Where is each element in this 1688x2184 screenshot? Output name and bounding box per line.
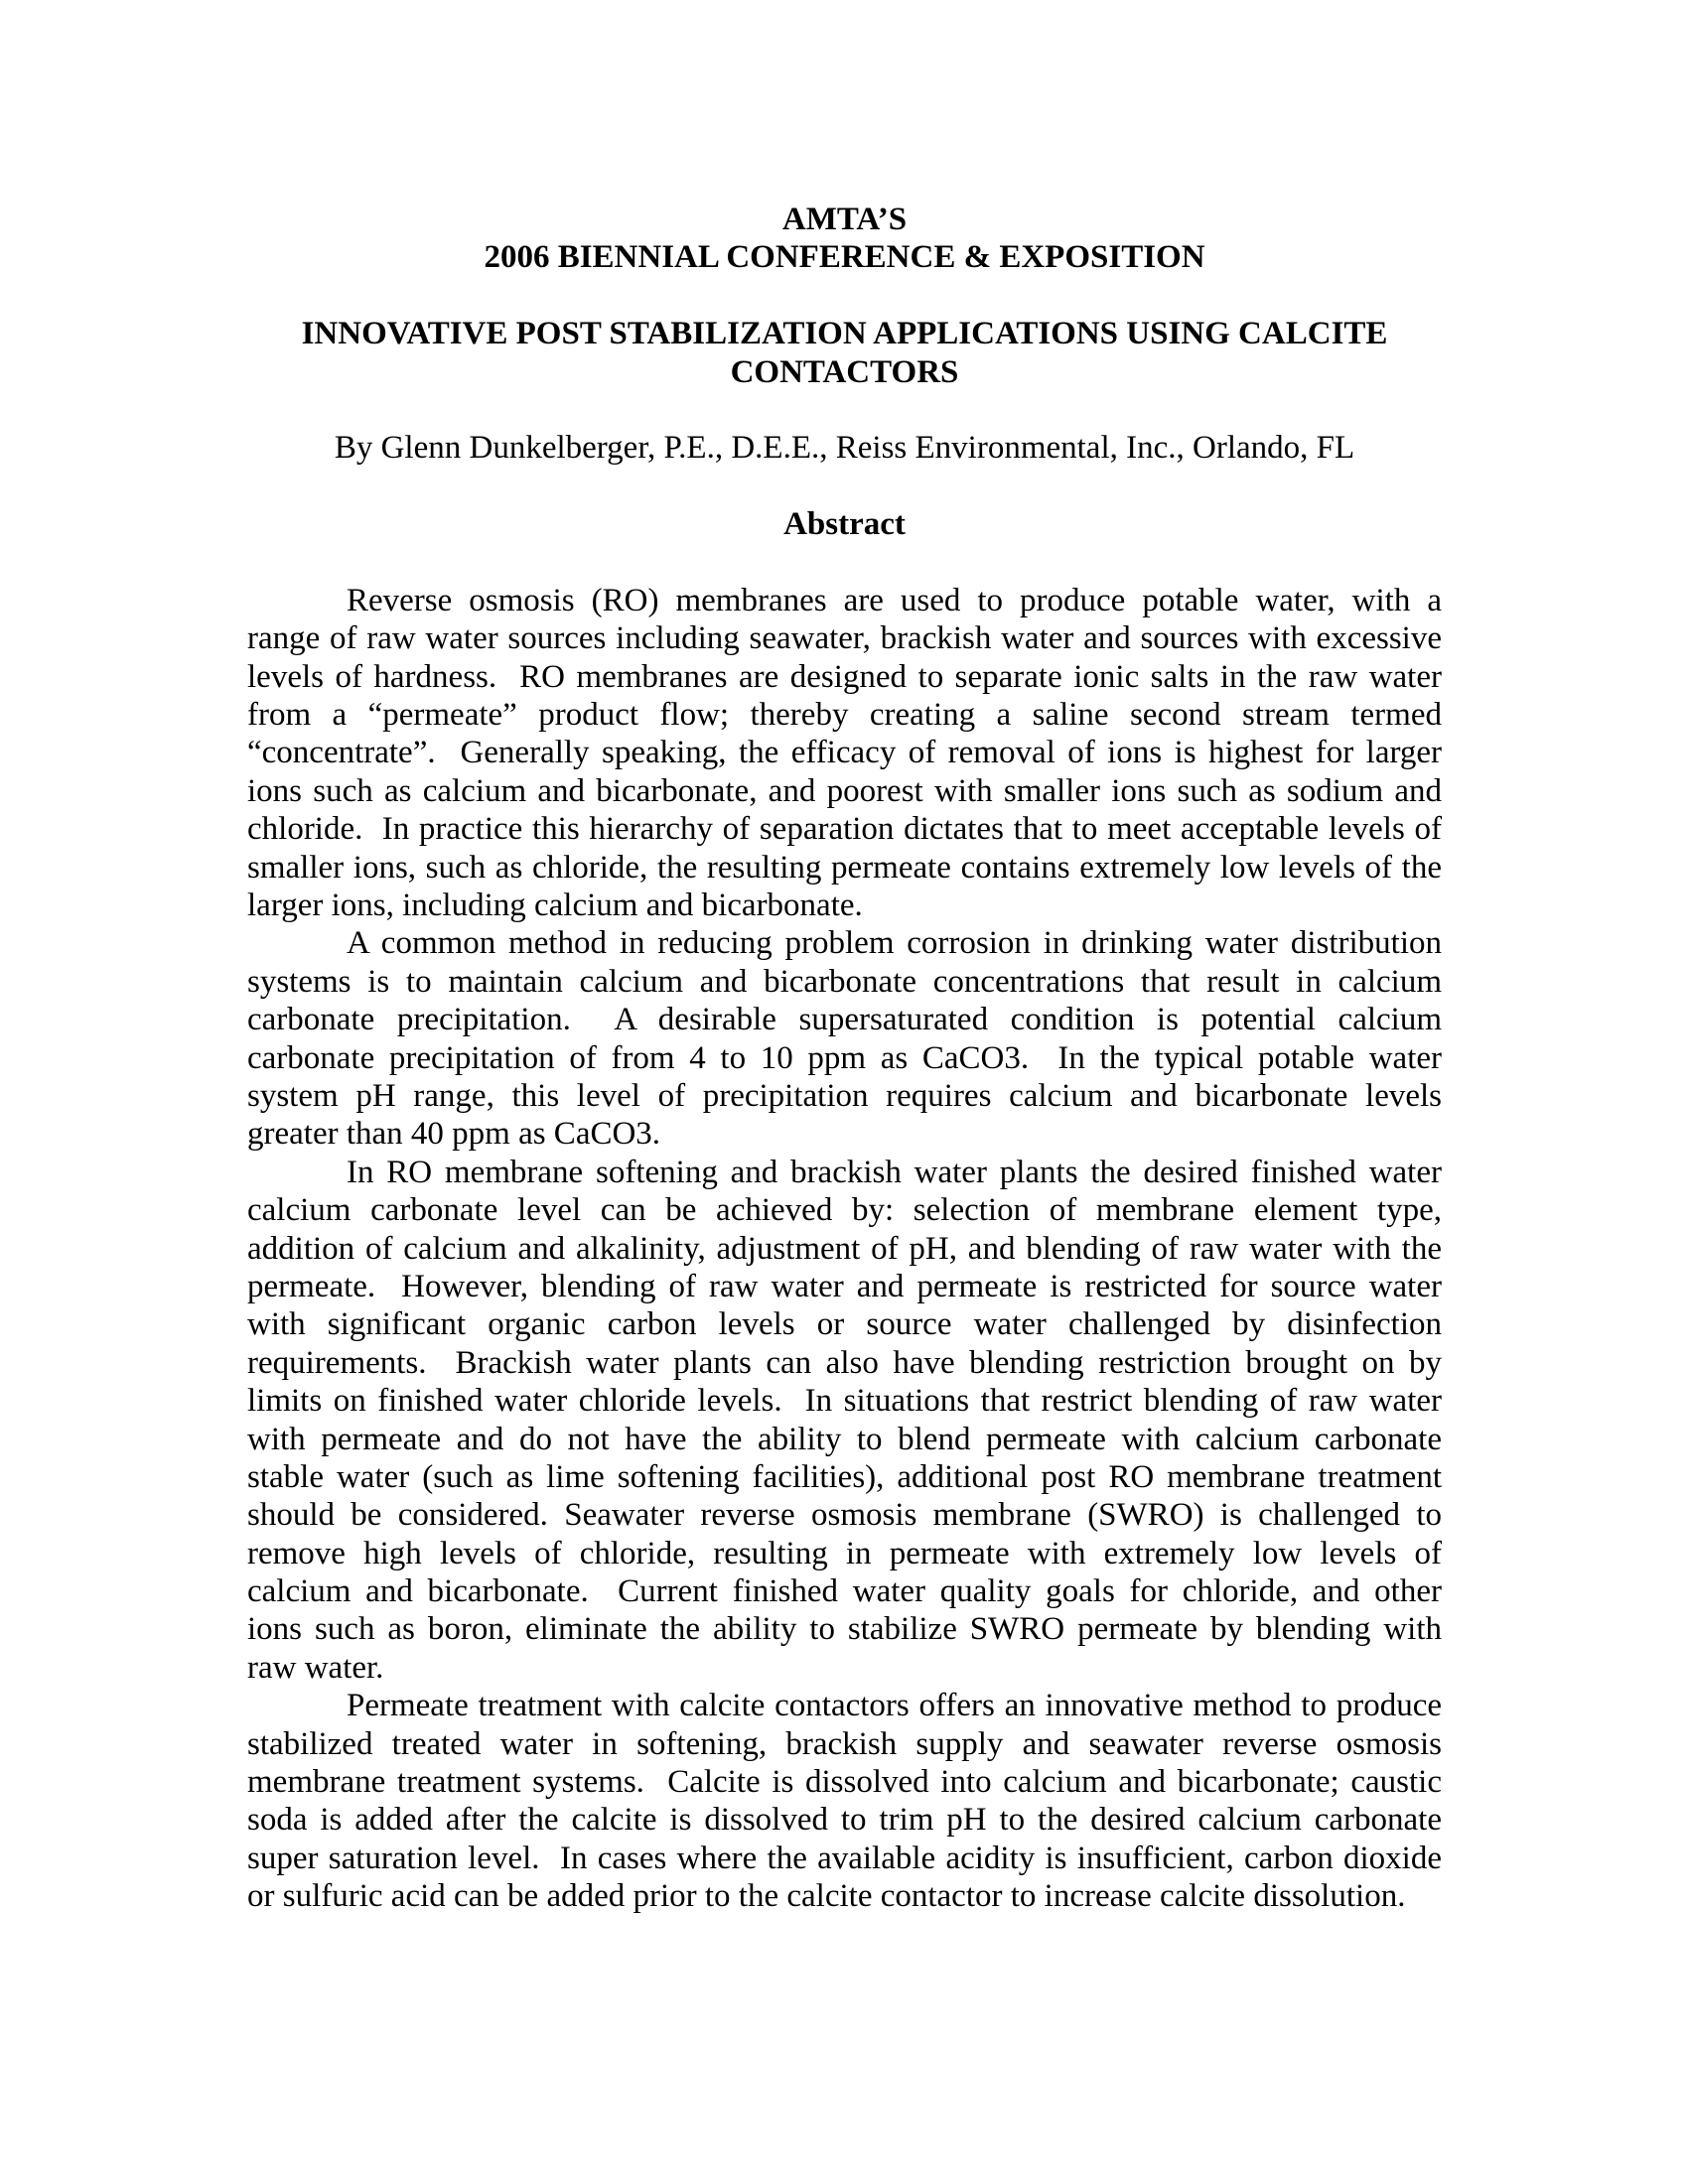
abstract-paragraph-4-line: Permeate treatment with calcite contactors offers an innovative method to produce [347,1688,1442,1724]
abstract-paragraph-3-line: with permeate and do not have the ability to blend permeate with calcium carbonate [247,1421,1442,1457]
abstract-paragraph-4-line: stabilized treated water in softening, brackish supply and seawater reverse osmosis [247,1725,1442,1762]
paper-title-line2: CONTACTORS [730,353,959,390]
abstract-paragraph-3-line: addition of calcium and alkalinity, adjustment of pH, and blending of raw water with the [247,1230,1442,1267]
abstract-paragraph-1-line: range of raw water sources including seawater, brackish water and sources with excessive [247,620,1442,657]
conference-event-line: 2006 BIENNIAL CONFERENCE & EXPOSITION [484,239,1205,276]
spacer [247,391,1442,429]
abstract-paragraph-3-line: requirements. Brackish water plants can also have blending restriction brought on by [247,1344,1442,1381]
abstract-paragraph-1-line: smaller ions, such as chloride, the resulting permeate contains extremely low levels of the [247,849,1442,886]
abstract-paragraph-3-line: ions such as boron, eliminate the ability to stabilize SWRO permeate by blending with [247,1611,1442,1648]
abstract-paragraph-3-line: permeate. However, blending of raw water and permeate is restricted for source water [247,1268,1442,1304]
abstract-paragraph-1-line: levels of hardness. RO membranes are designed to separate ionic salts in the raw water [247,658,1442,695]
abstract-paragraph-2-line: A common method in reducing problem corrosion in drinking water distribution [347,925,1442,962]
abstract-paragraph-3-line: remove high levels of chloride, resulting in permeate with extremely low levels of [247,1535,1442,1571]
spacer [247,544,1442,582]
abstract-paragraph-2-line: carbonate precipitation. A desirable supersaturated condition is potential calcium [247,1002,1442,1038]
abstract-paragraph-3-line: stable water (such as lime softening facilities), additional post RO membrane treatment [247,1458,1442,1495]
spacer [247,468,1442,505]
spacer [247,277,1442,315]
abstract-paragraph-3-line: should be considered. Seawater reverse osmosis membrane (SWRO) is challenged to [247,1497,1442,1534]
abstract-body [247,582,1442,1916]
abstract-paragraph-1-line: “concentrate”. Generally speaking, the efficacy of removal of ions is highest for larger [247,735,1442,771]
abstract-paragraph-4-line: super saturation level. In cases where the available acidity is insufficient, carbon dioxide [247,1840,1442,1876]
abstract-paragraph-3-line: limits on finished water chloride levels. In situations that restrict blending of raw water [247,1383,1442,1420]
abstract-paragraph-1-line: chloride. In practice this hierarchy of separation dictates that to meet acceptable levels of [247,811,1442,848]
abstract-paragraph-2-line: carbonate precipitation of from 4 to 10 ppm as CaCO3. In the typical potable water [247,1039,1442,1076]
abstract-paragraph-3-line: raw water. [247,1649,384,1686]
abstract-paragraph-1-line: larger ions, including calcium and bicarbonate. [247,887,863,924]
abstract-paragraph-2-line: systems is to maintain calcium and bicarbonate concentrations that result in calcium [247,963,1442,1000]
abstract-paragraph-4-line: membrane treatment systems. Calcite is dissolved into calcium and bicarbonate; caustic [247,1764,1442,1801]
abstract-paragraph-2-line: system pH range, this level of precipitation requires calcium and bicarbonate levels [247,1077,1442,1114]
abstract-paragraph-1-line: ions such as calcium and bicarbonate, and poorest with smaller ions such as sodium and [247,772,1442,809]
abstract-paragraph-3-line: with significant organic carbon levels or source water challenged by disinfection [247,1306,1442,1343]
abstract-paragraph-2-line: greater than 40 ppm as CaCO3. [247,1116,661,1153]
abstract-paragraph-4-line: soda is added after the calcite is dissolved to trim pH to the desired calcium carbonate [247,1802,1442,1839]
abstract-paragraph-3-line: calcium and bicarbonate. Current finished water quality goals for chloride, and other [247,1573,1442,1610]
page-content [247,201,1442,1916]
abstract-heading: Abstract [783,506,906,543]
abstract-paragraph-1-line: Reverse osmosis (RO) membranes are used to produce potable water, with a [347,582,1442,618]
conference-name-line: AMTA’S [781,202,908,237]
abstract-paragraph-3-line: In RO membrane softening and brackish water plants the desired finished water [347,1154,1442,1190]
abstract-paragraph-3-line: calcium carbonate level can be achieved by: selection of membrane element type, [247,1192,1442,1229]
byline: By Glenn Dunkelberger, P.E., D.E.E., Reiss Environmental, Inc., Orlando, FL [334,430,1355,467]
abstract-paragraph-1-line: from a “permeate” product flow; thereby creating a saline second stream termed [247,697,1442,734]
abstract-paragraph-4-line: or sulfuric acid can be added prior to the calcite contactor to increase calcite dissolution. [247,1878,1406,1915]
paper-title-line1: INNOVATIVE POST STABILIZATION APPLICATIONS USING CALCITE [301,316,1388,352]
